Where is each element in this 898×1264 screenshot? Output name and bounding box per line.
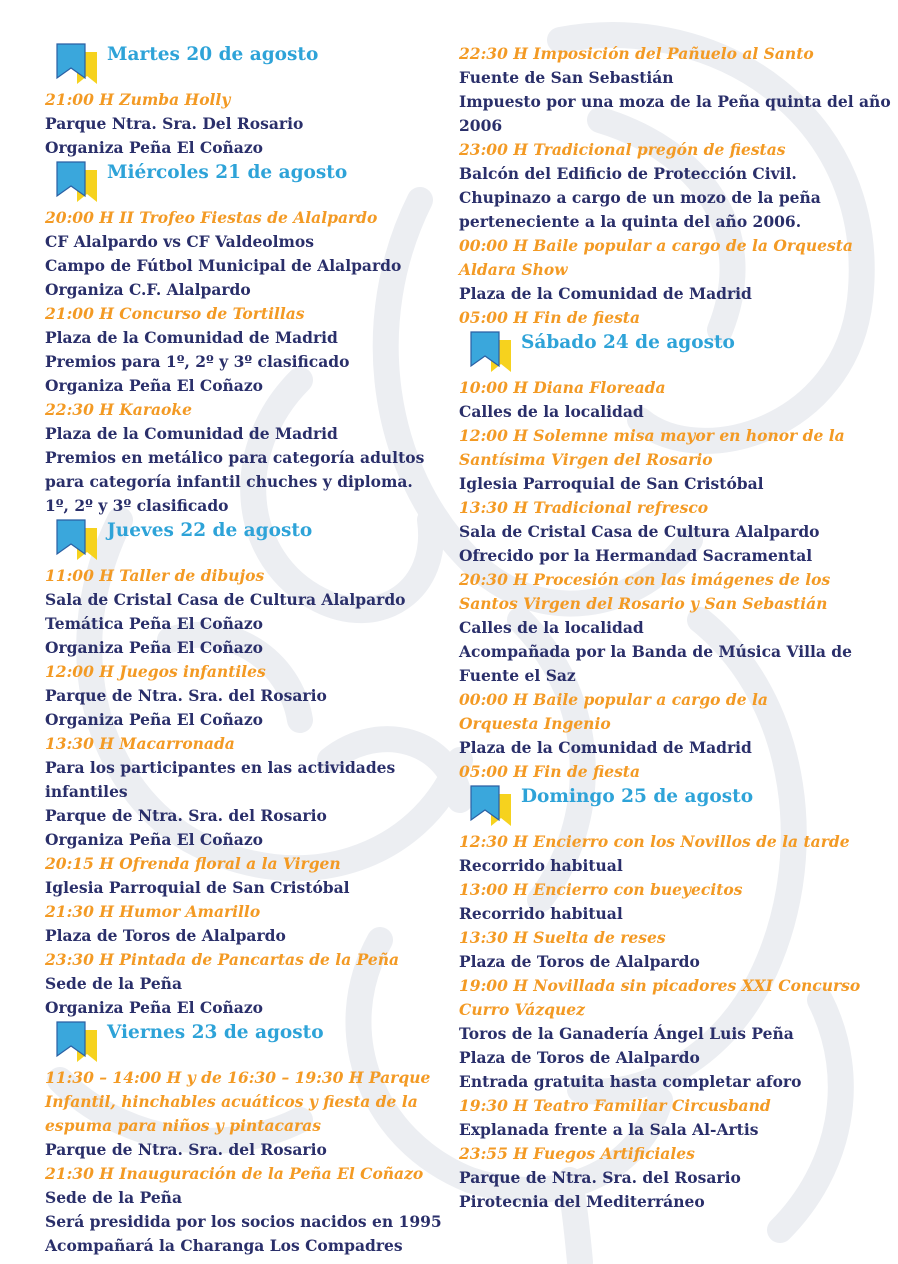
event-time-title: 20:30 H Procesión con las imágenes de los [459,570,831,589]
event-time-title: 00:00 H Baile popular a cargo de la Orquesta [459,236,853,255]
event-detail: Ofrecido por la Hermandad Sacramental [459,546,813,565]
event-detail: Plaza de la Comunidad de Madrid [459,738,752,757]
event-detail: Parque de Ntra. Sra. del Rosario [45,686,327,705]
event-detail: Premios para 1º, 2º y 3º clasificado [45,352,350,371]
event-time-title-cont: Infantil, hinchables acuáticos y fiesta de la [45,1092,418,1111]
day-title: Jueves 22 de agosto [107,520,313,541]
event-item [459,1094,884,1142]
event-item [45,852,445,900]
event-detail: Parque Ntra. Sra. Del Rosario [45,114,304,133]
event-detail: Acompañada por la Banda de Música Villa de [459,642,853,661]
event-item [459,926,884,974]
event-item [459,234,884,306]
event-item [459,760,884,784]
event-detail: Iglesia Parroquial de San Cristóbal [45,878,350,897]
event-time-title: 21:30 H Inauguración de la Peña El Coñazo [45,1164,424,1183]
event-time-title: 19:30 H Teatro Familiar Circusband [459,1096,771,1115]
event-detail: Organiza Peña El Coñazo [45,138,263,157]
event-detail: Temática Peña El Coñazo [45,614,264,633]
event-detail: Parque de Ntra. Sra. del Rosario [45,1140,327,1159]
event-detail: Entrada gratuita hasta completar aforo [459,1072,802,1091]
event-time-title: 23:00 H Tradicional pregón de fiestas [459,140,786,159]
event-detail: Sede de la Peña [45,1188,182,1207]
event-time-title-cont: Curro Vázquez [459,1000,585,1019]
event-item [459,376,884,424]
day-header [45,1020,445,1066]
day-title: Viernes 23 de agosto [107,1022,324,1043]
event-detail: Sala de Cristal Casa de Cultura Alalpardo [45,590,406,609]
event-item [45,900,445,948]
event-detail: para categoría infantil chuches y diploma. [45,472,413,491]
flag-icon [55,518,99,562]
event-detail: Acompañará la Charanga Los Compadres [45,1236,403,1255]
event-time-title: 12:30 H Encierro con los Novillos de la tarde [459,832,850,851]
event-item [45,564,445,660]
event-time-title-cont: Santos Virgen del Rosario y San Sebastián [459,594,828,613]
event-time-title-cont: Orquesta Ingenio [459,714,611,733]
event-item [45,948,445,1020]
event-detail: Plaza de la Comunidad de Madrid [459,284,752,303]
event-detail: Plaza de Toros de Alalpardo [45,926,286,945]
event-item [459,830,884,878]
day-title: Miércoles 21 de agosto [107,162,348,183]
day-header [45,518,445,564]
event-detail: Parque de Ntra. Sra. del Rosario [45,806,327,825]
event-detail: infantiles [45,782,128,801]
event-time-title: 22:30 H Imposición del Pañuelo al Santo [459,44,814,63]
event-item [459,878,884,926]
event-time-title: 13:30 H Tradicional refresco [459,498,709,517]
event-detail: Pirotecnia del Mediterráneo [459,1192,705,1211]
event-detail: Sede de la Peña [45,974,182,993]
event-time-title: 22:30 H Karaoke [45,400,192,419]
event-detail: CF Alalpardo vs CF Valdeolmos [45,232,314,251]
flag-icon [469,330,513,374]
event-detail: Será presidida por los socios nacidos en 1995 [45,1212,442,1231]
event-time-title: 19:00 H Novillada sin picadores XXI Concurso [459,976,861,995]
event-item [45,1066,445,1162]
event-detail: 2006 [459,116,503,135]
event-item [459,306,884,330]
event-detail: Campo de Fútbol Municipal de Alalpardo [45,256,402,275]
day-title: Sábado 24 de agosto [521,332,735,353]
event-detail: Plaza de la Comunidad de Madrid [45,328,338,347]
event-item [459,688,884,760]
day-header [459,330,884,376]
event-detail: Organiza Peña El Coñazo [45,638,263,657]
event-detail: Organiza Peña El Coñazo [45,710,263,729]
event-time-title: 00:00 H Baile popular a cargo de la [459,690,768,709]
event-item [45,660,445,732]
event-detail: Organiza Peña El Coñazo [45,830,263,849]
event-item [45,1162,445,1258]
event-detail: Premios en metálico para categoría adultos [45,448,425,467]
event-detail: Plaza de Toros de Alalpardo [459,1048,700,1067]
event-time-title-cont: Santísima Virgen del Rosario [459,450,713,469]
day-title: Domingo 25 de agosto [521,786,754,807]
event-detail: Calles de la localidad [459,618,644,637]
event-time-title-cont: Aldara Show [459,260,568,279]
event-item [459,424,884,496]
event-detail: 1º, 2º y 3º clasificado [45,496,229,515]
event-detail: Organiza C.F. Alalpardo [45,280,251,299]
event-detail: Fuente el Saz [459,666,576,685]
event-detail: Plaza de Toros de Alalpardo [459,952,700,971]
event-item [45,88,445,160]
event-detail: Fuente de San Sebastián [459,68,674,87]
event-time-title: 10:00 H Diana Floreada [459,378,666,397]
event-time-title: 21:00 H Zumba Holly [45,90,231,109]
flag-icon [469,784,513,828]
event-detail: Calles de la localidad [459,402,644,421]
event-detail: Balcón del Edificio de Protección Civil. [459,164,797,183]
event-item [45,206,445,302]
event-time-title: 05:00 H Fin de fiesta [459,762,641,781]
schedule-column-right [459,42,891,1214]
event-time-title: 13:30 H Suelta de reses [459,928,666,947]
event-time-title: 12:00 H Solemne misa mayor en honor de la [459,426,845,445]
event-detail: Sala de Cristal Casa de Cultura Alalpardo [459,522,820,541]
event-time-title: 05:00 H Fin de fiesta [459,308,641,327]
event-item [459,42,891,138]
event-detail: Plaza de la Comunidad de Madrid [45,424,338,443]
event-detail: Organiza Peña El Coñazo [45,376,263,395]
event-time-title: 11:00 H Taller de dibujos [45,566,265,585]
event-time-title: 20:00 H II Trofeo Fiestas de Alalpardo [45,208,378,227]
event-detail: Organiza Peña El Coñazo [45,998,263,1017]
event-item [459,496,884,568]
event-detail: Impuesto por una moza de la Peña quinta del año [459,92,891,111]
schedule-column-left [45,42,445,1258]
event-item [459,138,884,234]
event-item [459,568,884,688]
day-header [459,784,884,830]
day-header [45,160,445,206]
day-header [45,42,445,88]
event-detail: Parque de Ntra. Sra. del Rosario [459,1168,741,1187]
event-time-title: 21:30 H Humor Amarillo [45,902,261,921]
event-detail: perteneciente a la quinta del año 2006. [459,212,802,231]
event-detail: Toros de la Ganadería Ángel Luis Peña [459,1024,794,1043]
event-detail: Recorrido habitual [459,856,623,875]
flag-icon [55,42,99,86]
event-item [45,302,445,398]
event-time-title: 11:30 – 14:00 H y de 16:30 – 19:30 H Parque [45,1068,431,1087]
event-time-title: 13:00 H Encierro con bueyecitos [459,880,743,899]
event-time-title: 13:30 H Macarronada [45,734,235,753]
event-time-title: 20:15 H Ofrenda floral a la Virgen [45,854,341,873]
event-detail: Chupinazo a cargo de un mozo de la peña [459,188,821,207]
event-time-title-cont: espuma para niños y pintacaras [45,1116,321,1135]
event-time-title: 23:30 H Pintada de Pancartas de la Peña [45,950,400,969]
event-detail: Explanada frente a la Sala Al-Artis [459,1120,759,1139]
event-detail: Recorrido habitual [459,904,623,923]
flag-icon [55,1020,99,1064]
event-item [45,398,445,518]
event-time-title: 23:55 H Fuegos Artificiales [459,1144,695,1163]
event-time-title: 21:00 H Concurso de Tortillas [45,304,305,323]
event-time-title: 12:00 H Juegos infantiles [45,662,266,681]
event-detail: Para los participantes en las actividades [45,758,396,777]
flag-icon [55,160,99,204]
event-item [459,974,884,1094]
event-item [45,732,445,852]
event-detail: Iglesia Parroquial de San Cristóbal [459,474,764,493]
event-item [459,1142,884,1214]
day-title: Martes 20 de agosto [107,44,319,65]
